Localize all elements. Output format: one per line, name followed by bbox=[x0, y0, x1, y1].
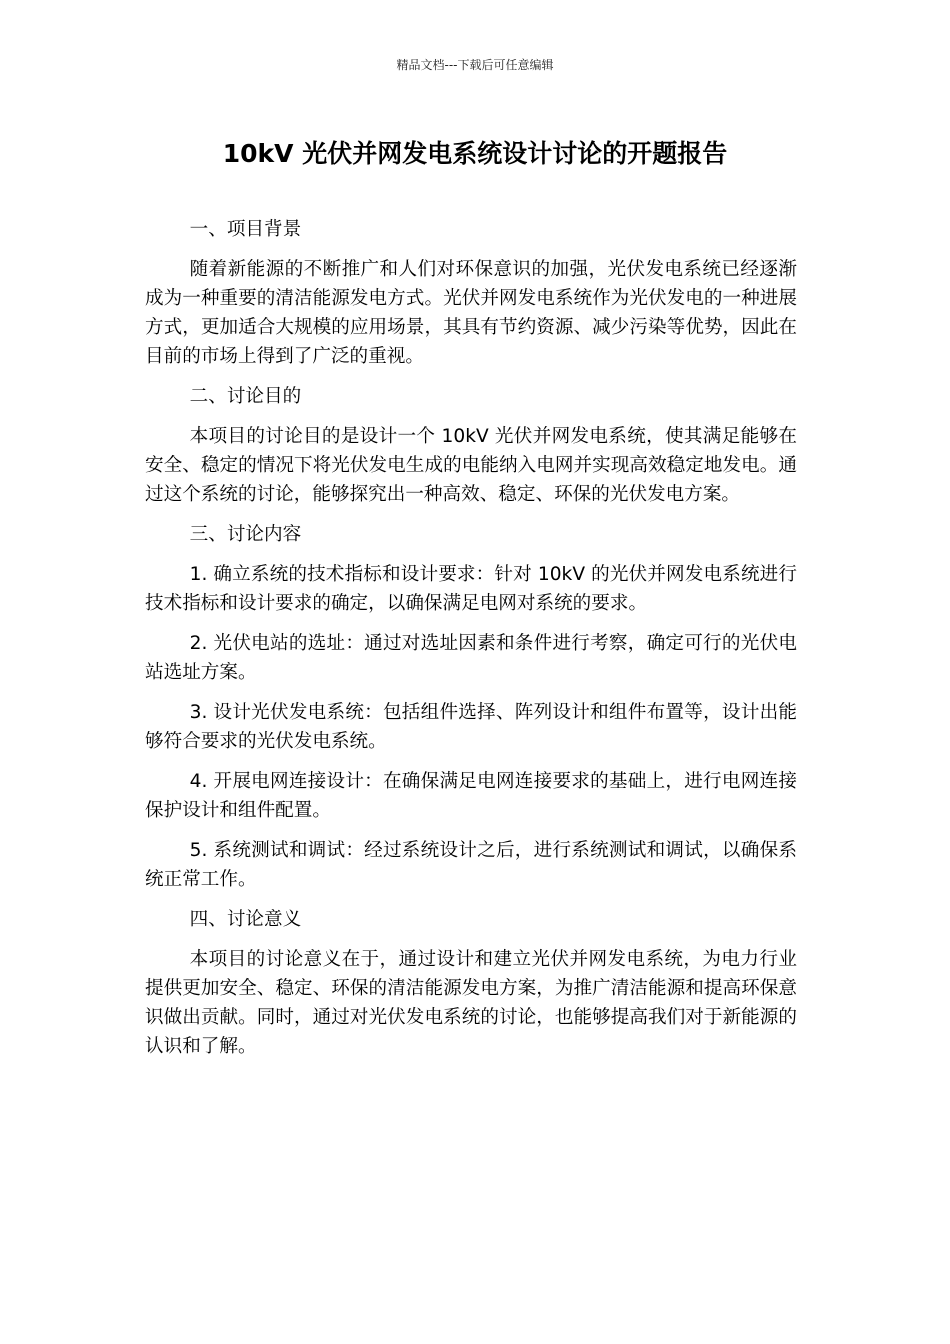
section-heading-purpose: 二、讨论目的 bbox=[189, 386, 302, 407]
section-heading-background: 一、项目背景 bbox=[189, 219, 302, 240]
content-item-1: 1. 确立系统的技术指标和设计要求：针对 10kV 的光伏并网发电系统进行技术指标和设计要求的确定，以确保满足电网对系统的要求。 bbox=[145, 564, 797, 614]
paragraph-background: 随着新能源的不断推广和人们对环保意识的加强，光伏发电系统已经逐渐成为一种重要的清洁能源发电方式。光伏并网发电系统作为光伏发电的一种进展方式，更加适合大规模的应用场景，其具有节约资源、减少污染等优势，因此在目前的市场上得到了广泛的重视。 bbox=[145, 259, 797, 367]
paragraph-significance: 本项目的讨论意义在于，通过设计和建立光伏并网发电系统，为电力行业提供更加安全、稳定、环保的清洁能源发电方案，为推广清洁能源和提高环保意识做出贡献。同时，通过对光伏发电系统的讨论，也能够提高我们对于新能源的认识和了解。 bbox=[145, 949, 797, 1057]
section-heading-significance: 四、讨论意义 bbox=[189, 909, 302, 930]
content-item-3: 3. 设计光伏发电系统：包括组件选择、阵列设计和组件布置等，设计出能够符合要求的光伏发电系统。 bbox=[145, 702, 797, 752]
content-item-5: 5. 系统测试和调试：经过系统设计之后，进行系统测试和调试，以确保系统正常工作。 bbox=[145, 840, 797, 890]
document-body bbox=[145, 215, 797, 1072]
content-item-4: 4. 开展电网连接设计：在确保满足电网连接要求的基础上，进行电网连接保护设计和组件配置。 bbox=[145, 771, 797, 821]
page-header: 精品文档---下载后可任意编辑 bbox=[396, 58, 554, 72]
content-item-2: 2. 光伏电站的选址：通过对选址因素和条件进行考察，确定可行的光伏电站选址方案。 bbox=[145, 633, 797, 683]
paragraph-purpose: 本项目的讨论目的是设计一个 10kV 光伏并网发电系统，使其满足能够在安全、稳定的情况下将光伏发电生成的电能纳入电网并实现高效稳定地发电。通过这个系统的讨论，能够探究出一种高效、稳定、环保的光伏发电方案。 bbox=[145, 426, 797, 505]
document-title: 10kV 光伏并网发电系统设计讨论的开题报告 bbox=[222, 139, 728, 168]
section-heading-content: 三、讨论内容 bbox=[189, 524, 302, 545]
